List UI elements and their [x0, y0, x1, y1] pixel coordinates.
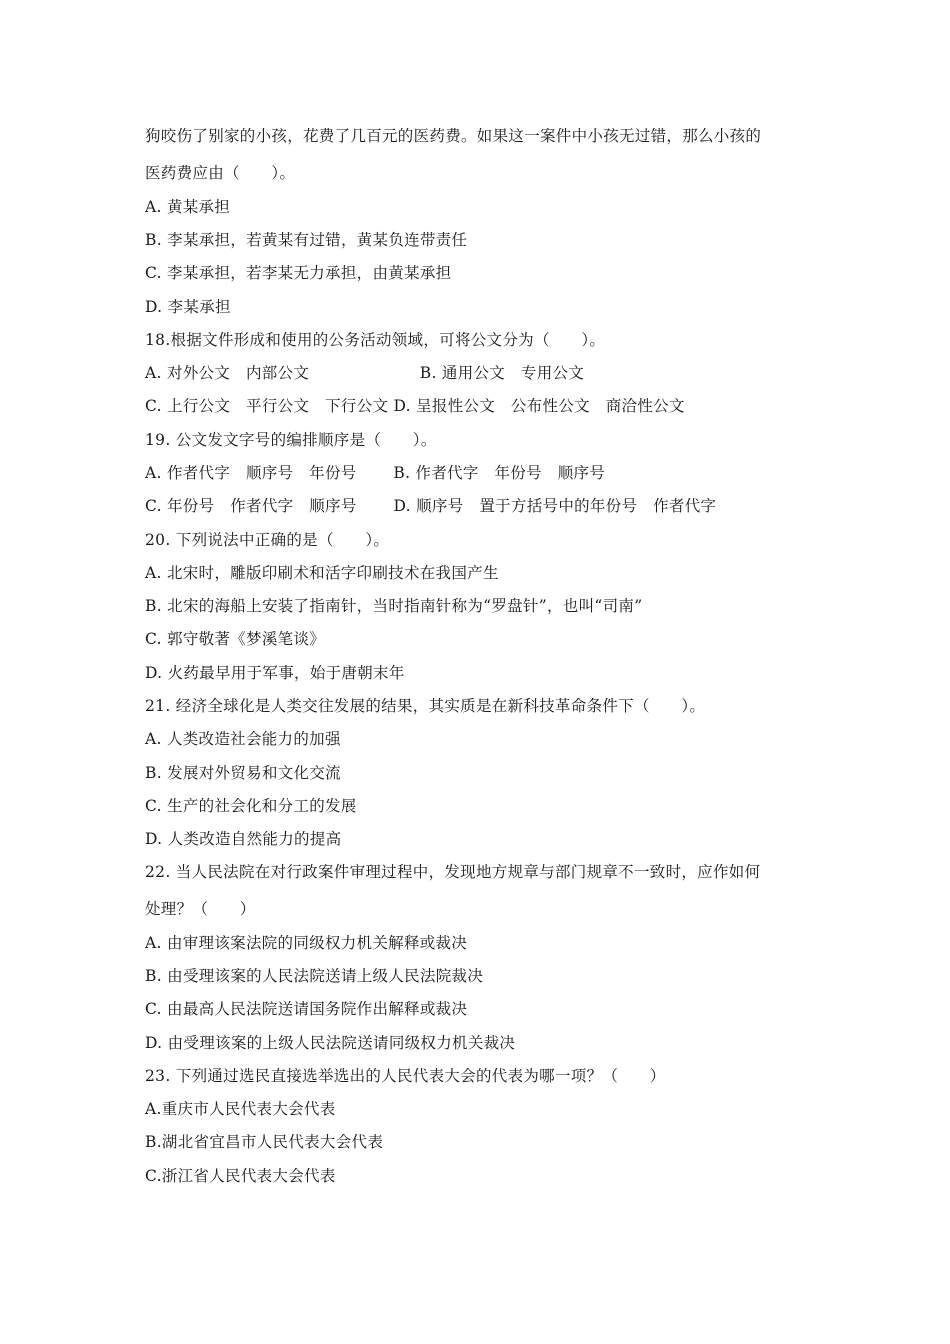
question-21: 21. 经济全球化是人类交往发展的结果，其实质是在新科技革命条件下（ ）。 [145, 697, 706, 715]
option-q20-c: C. 郭守敬著《梦溪笔谈》 [145, 630, 326, 648]
option-q23-c: C.浙江省人民代表大会代表 [145, 1167, 336, 1185]
option-q20-a: A. 北宋时，雕版印刷术和活字印刷技术在我国产生 [145, 564, 499, 582]
options-q18-cd: C. 上行公文 平行公文 下行公文 D. 呈报性公文 公布性公文 商洽性公文 [145, 397, 685, 415]
option-q17-c: C. 李某承担，若李某无力承担，由黄某承担 [145, 264, 452, 282]
option-q23-a: A.重庆市人民代表大会代表 [145, 1100, 336, 1118]
options-q18-ab: A. 对外公文 内部公文 B. 通用公文 专用公文 [145, 364, 585, 382]
text-line-q17-blank: 医药费应由（ ）。 [145, 164, 296, 182]
option-q22-c: C. 由最高人民法院送请国务院作出解释或裁决 [145, 1000, 468, 1018]
question-18: 18.根据文件形成和使用的公务活动领域，可将公文分为（ ）。 [145, 331, 606, 349]
options-q19-cd: C. 年份号 作者代字 顺序号 D. 顺序号 置于方括号中的年份号 作者代字 [145, 497, 717, 515]
option-q17-d: D. 李某承担 [145, 298, 231, 316]
question-22: 22. 当人民法院在对行政案件审理过程中，发现地方规章与部门规章不一致时，应作如何 [145, 863, 761, 881]
option-q22-b: B. 由受理该案的人民法院送请上级人民法院裁决 [145, 967, 484, 985]
option-q21-c: C. 生产的社会化和分工的发展 [145, 797, 357, 815]
question-20: 20. 下列说法中正确的是（ ）。 [145, 531, 390, 549]
text-line-q17-continued: 狗咬伤了别家的小孩，花费了几百元的医药费。如果这一案件中小孩无过错，那么小孩的 [145, 127, 762, 145]
question-19: 19. 公文发文字号的编排顺序是（ ）。 [145, 431, 437, 449]
option-q22-d: D. 由受理该案的上级人民法院送请同级权力机关裁决 [145, 1034, 516, 1052]
option-q21-a: A. 人类改造社会能力的加强 [145, 730, 341, 748]
question-22-continued: 处理？（ ） [145, 900, 256, 918]
option-q17-b: B. 李某承担，若黄某有过错，黄某负连带责任 [145, 231, 468, 249]
option-q21-b: B. 发展对外贸易和文化交流 [145, 764, 341, 782]
option-q20-d: D. 火药最早用于军事，始于唐朝末年 [145, 664, 405, 682]
option-q23-b: B.湖北省宜昌市人民代表大会代表 [145, 1133, 384, 1151]
option-q21-d: D. 人类改造自然能力的提高 [145, 830, 342, 848]
option-q22-a: A. 由审理该案法院的同级权力机关解释或裁决 [145, 934, 468, 952]
option-q17-a: A. 黄某承担 [145, 198, 231, 216]
question-23: 23. 下列通过选民直接选举选出的人民代表大会的代表为哪一项？（ ） [145, 1067, 666, 1085]
options-q19-ab: A. 作者代字 顺序号 年份号 B. 作者代字 年份号 顺序号 [145, 464, 606, 482]
option-q20-b: B. 北宋的海船上安装了指南针，当时指南针称为“罗盘针”，也叫“司南” [145, 597, 643, 615]
